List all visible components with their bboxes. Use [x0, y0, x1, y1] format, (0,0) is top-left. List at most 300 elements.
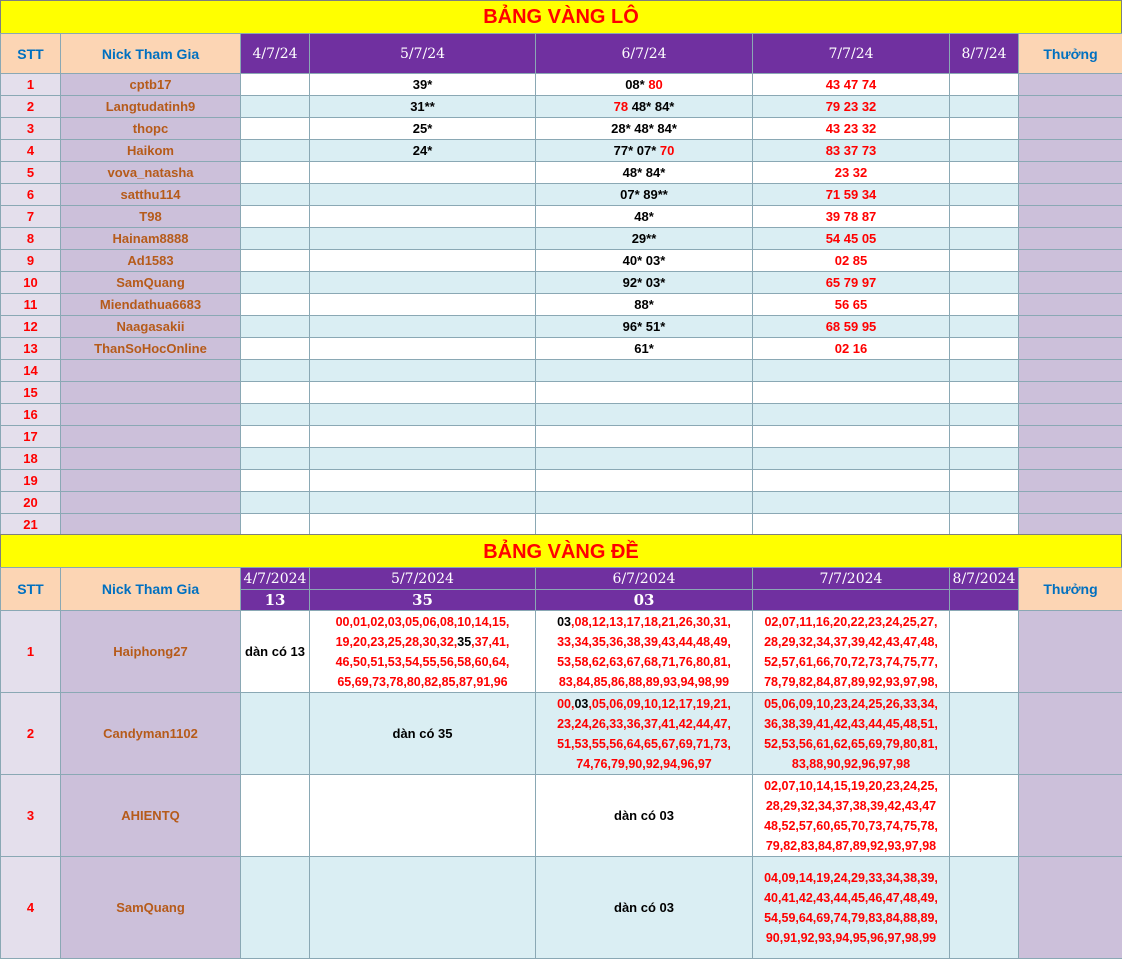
header-date-3: 6/7/2024	[536, 568, 753, 590]
cell-date-3	[536, 250, 753, 272]
number-line: 53,58,62,63,67,68,71,76,80,81,	[557, 654, 731, 669]
number-line: 54,59,64,69,74,79,83,84,88,89,	[764, 910, 938, 925]
number-line: 02,07,10,14,15,19,20,23,24,25,	[764, 778, 938, 793]
cell-date-4	[753, 857, 950, 959]
cell-date-2	[310, 492, 536, 514]
table-row	[1, 470, 1122, 492]
cell-date-3	[536, 184, 753, 206]
header-date-5: 8/7/2024	[950, 568, 1019, 590]
cell-date-1	[241, 492, 310, 514]
cell-date-1	[241, 272, 310, 294]
row-nick[interactable]: vova_natasha	[61, 162, 241, 184]
row-stt: 10	[1, 272, 61, 294]
number-line: 78,79,82,84,87,89,92,93,97,98,	[764, 674, 938, 689]
hit-numbers: 61*	[634, 341, 654, 356]
cell-date-1	[241, 184, 310, 206]
cell-date-1: dàn có 13	[241, 611, 310, 693]
cell-date-5	[950, 514, 1019, 536]
number-line: 65,69,73,78,80,82,85,87,91,96	[337, 674, 508, 689]
cell-date-5	[950, 272, 1019, 294]
row-nick[interactable]: Candyman1102	[61, 693, 241, 775]
table-row	[1, 74, 1122, 96]
cell-date-2	[310, 162, 536, 184]
row-stt: 18	[1, 448, 61, 470]
cell-date-4: 79 23 32	[753, 96, 950, 118]
table-row	[1, 693, 1122, 775]
cell-date-5	[950, 338, 1019, 360]
number-line: 74,76,79,90,92,94,96,97	[576, 756, 712, 771]
cell-date-1	[241, 74, 310, 96]
cell-date-1	[241, 470, 310, 492]
row-stt: 13	[1, 338, 61, 360]
number-segment: ,37,41,	[471, 634, 510, 649]
cell-thuong	[1019, 118, 1122, 140]
cell-date-2	[310, 514, 536, 536]
lo-board-table	[0, 33, 1122, 536]
cell-date-3	[536, 272, 753, 294]
lo-header-row	[1, 34, 1122, 74]
header-thuong: Thưởng	[1019, 568, 1122, 611]
cell-thuong	[1019, 857, 1122, 959]
cell-date-2	[310, 426, 536, 448]
cell-thuong	[1019, 338, 1122, 360]
row-nick[interactable]: Miendathua6683	[61, 294, 241, 316]
row-stt: 11	[1, 294, 61, 316]
cell-thuong	[1019, 294, 1122, 316]
row-stt: 17	[1, 426, 61, 448]
cell-date-4: 43 47 74	[753, 74, 950, 96]
cell-date-5	[950, 118, 1019, 140]
header-date-3: 6/7/24	[536, 34, 753, 74]
number-line: 36,38,39,41,42,43,44,45,48,51,	[764, 716, 938, 731]
row-nick[interactable]: Hainam8888	[61, 228, 241, 250]
cell-date-5	[950, 96, 1019, 118]
cell-date-2: 39*	[310, 74, 536, 96]
cell-date-2	[310, 404, 536, 426]
hit-numbers: 77* 07*	[613, 143, 660, 158]
cell-thuong	[1019, 514, 1122, 536]
table-row	[1, 140, 1122, 162]
row-nick[interactable]	[61, 470, 241, 492]
cell-thuong	[1019, 140, 1122, 162]
hit-numbers: 48* 84*	[631, 99, 675, 114]
cell-thuong	[1019, 250, 1122, 272]
de-board-title: BẢNG VÀNG ĐỀ	[0, 534, 1122, 568]
cell-date-4: 54 45 05	[753, 228, 950, 250]
cell-date-4	[753, 693, 950, 775]
hit-numbers: 28* 48* 84*	[611, 121, 677, 136]
cell-date-5	[950, 857, 1019, 959]
cell-date-4: 02 16	[753, 338, 950, 360]
cell-date-1	[241, 118, 310, 140]
row-nick[interactable]: ThanSoHocOnline	[61, 338, 241, 360]
cell-thuong	[1019, 360, 1122, 382]
cell-thuong	[1019, 382, 1122, 404]
table-row	[1, 611, 1122, 693]
cell-date-2	[310, 382, 536, 404]
cell-date-3	[536, 96, 753, 118]
cell-date-2	[310, 448, 536, 470]
cell-date-3	[536, 448, 753, 470]
row-stt: 19	[1, 470, 61, 492]
cell-date-5	[950, 250, 1019, 272]
cell-date-3	[536, 118, 753, 140]
row-nick[interactable]	[61, 404, 241, 426]
row-stt: 3	[1, 118, 61, 140]
cell-date-2	[310, 775, 536, 857]
cell-date-1	[241, 206, 310, 228]
cell-thuong	[1019, 184, 1122, 206]
cell-date-3	[536, 426, 753, 448]
miss-numbers: 80	[648, 77, 663, 92]
number-line: 52,53,56,61,62,65,69,79,80,81,	[764, 736, 938, 751]
header-nick: Nick Tham Gia	[61, 568, 241, 611]
cell-date-4: 83 37 73	[753, 140, 950, 162]
cell-date-3	[536, 404, 753, 426]
number-segment: 19,20,23,25,28,30,32,	[335, 634, 458, 649]
table-row	[1, 404, 1122, 426]
cell-date-4: 39 78 87	[753, 206, 950, 228]
cell-date-1	[241, 382, 310, 404]
number-line: 23,24,26,33,36,37,41,42,44,47,	[557, 716, 731, 731]
table-row	[1, 360, 1122, 382]
number-line: 83,84,85,86,88,89,93,94,98,99	[558, 674, 730, 689]
number-line	[536, 612, 752, 632]
cell-date-5	[950, 404, 1019, 426]
cell-date-4: 65 79 97	[753, 272, 950, 294]
row-nick[interactable]: SamQuang	[61, 857, 241, 959]
cell-date-5	[950, 228, 1019, 250]
cell-date-4: 23 32	[753, 162, 950, 184]
cell-date-5	[950, 611, 1019, 693]
hit-numbers: 92* 03*	[622, 275, 666, 290]
cell-date-3	[536, 693, 753, 775]
table-row	[1, 162, 1122, 184]
cell-date-5	[950, 206, 1019, 228]
cell-date-3	[536, 514, 753, 536]
cell-date-5	[950, 492, 1019, 514]
row-nick[interactable]: AHIENTQ	[61, 775, 241, 857]
row-stt: 9	[1, 250, 61, 272]
cell-thuong	[1019, 272, 1122, 294]
result-date-3: 03	[536, 590, 753, 611]
cell-date-2	[310, 857, 536, 959]
number-line: 83,88,90,92,96,97,98	[791, 756, 911, 771]
header-date-1: 4/7/24	[241, 34, 310, 74]
result-date-1: 13	[241, 590, 310, 611]
cell-date-3	[536, 470, 753, 492]
cell-thuong	[1019, 228, 1122, 250]
row-stt: 3	[1, 775, 61, 857]
row-nick[interactable]: Haiphong27	[61, 611, 241, 693]
cell-date-4	[753, 514, 950, 536]
cell-date-3: dàn có 03	[536, 775, 753, 857]
cell-date-1	[241, 338, 310, 360]
result-date-5	[950, 590, 1019, 611]
row-stt: 4	[1, 857, 61, 959]
row-nick[interactable]	[61, 426, 241, 448]
table-row	[1, 382, 1122, 404]
header-date-4: 7/7/24	[753, 34, 950, 74]
cell-date-5	[950, 294, 1019, 316]
table-row	[1, 316, 1122, 338]
row-stt: 2	[1, 96, 61, 118]
cell-date-2	[310, 470, 536, 492]
row-stt: 20	[1, 492, 61, 514]
cell-date-4: 43 23 32	[753, 118, 950, 140]
cell-date-3	[536, 228, 753, 250]
header-nick: Nick Tham Gia	[61, 34, 241, 74]
cell-date-3	[536, 294, 753, 316]
table-row	[1, 184, 1122, 206]
number-line: 48,52,57,60,65,70,73,74,75,78,	[764, 818, 938, 833]
number-line: 02,07,11,16,20,22,23,24,25,27,	[764, 614, 938, 629]
cell-date-5	[950, 162, 1019, 184]
cell-date-5	[950, 360, 1019, 382]
number-segment: 00,	[557, 696, 575, 711]
header-stt: STT	[1, 34, 61, 74]
cell-thuong	[1019, 74, 1122, 96]
number-line	[310, 632, 535, 652]
number-line: 46,50,51,53,54,55,56,58,60,64,	[335, 654, 510, 669]
cell-thuong	[1019, 404, 1122, 426]
header-date-4: 7/7/2024	[753, 568, 950, 590]
row-nick[interactable]	[61, 382, 241, 404]
cell-date-4: 02 85	[753, 250, 950, 272]
row-stt: 5	[1, 162, 61, 184]
result-date-2: 35	[310, 590, 536, 611]
row-stt: 2	[1, 693, 61, 775]
row-nick[interactable]	[61, 514, 241, 536]
cell-date-1	[241, 140, 310, 162]
hit-numbers: 48* 84*	[622, 165, 666, 180]
number-line: 28,29,32,34,37,38,39,42,43,47	[765, 798, 937, 813]
row-stt: 21	[1, 514, 61, 536]
hit-numbers: 08*	[625, 77, 649, 92]
header-date-2: 5/7/24	[310, 34, 536, 74]
row-nick[interactable]: satthu114	[61, 184, 241, 206]
table-row	[1, 857, 1122, 959]
cell-date-2: 24*	[310, 140, 536, 162]
cell-date-1	[241, 316, 310, 338]
row-stt: 15	[1, 382, 61, 404]
cell-date-1	[241, 360, 310, 382]
cell-date-1	[241, 775, 310, 857]
cell-date-4	[753, 448, 950, 470]
hit-number: 03	[557, 614, 572, 629]
table-row	[1, 272, 1122, 294]
header-stt: STT	[1, 568, 61, 611]
row-nick[interactable]: cptb17	[61, 74, 241, 96]
table-row	[1, 228, 1122, 250]
number-line: 33,34,35,36,38,39,43,44,48,49,	[557, 634, 731, 649]
cell-date-2	[310, 294, 536, 316]
header-thuong: Thưởng	[1019, 34, 1122, 74]
cell-date-3	[536, 382, 753, 404]
table-row	[1, 118, 1122, 140]
cell-date-2	[310, 338, 536, 360]
cell-date-2: 25*	[310, 118, 536, 140]
cell-date-4	[753, 360, 950, 382]
number-line: 05,06,09,10,23,24,25,26,33,34,	[764, 696, 938, 711]
number-line	[536, 694, 752, 714]
table-row	[1, 338, 1122, 360]
de-header-row	[1, 568, 1122, 590]
cell-thuong	[1019, 448, 1122, 470]
row-nick[interactable]: Naagasakii	[61, 316, 241, 338]
cell-date-1	[241, 404, 310, 426]
hit-numbers: 07* 89**	[620, 187, 668, 202]
cell-date-5	[950, 316, 1019, 338]
cell-thuong	[1019, 611, 1122, 693]
row-stt: 14	[1, 360, 61, 382]
hit-numbers: 29**	[631, 231, 657, 246]
cell-date-1	[241, 96, 310, 118]
row-stt: 8	[1, 228, 61, 250]
cell-date-4	[753, 470, 950, 492]
number-line: 52,57,61,66,70,72,73,74,75,77,	[764, 654, 938, 669]
cell-date-3	[536, 492, 753, 514]
de-board-table	[0, 567, 1122, 959]
cell-thuong	[1019, 775, 1122, 857]
number-line: 90,91,92,93,94,95,96,97,98,99	[765, 930, 937, 945]
cell-date-4	[753, 382, 950, 404]
cell-thuong	[1019, 316, 1122, 338]
lo-board-title: BẢNG VÀNG LÔ	[0, 0, 1122, 34]
cell-date-2	[310, 611, 536, 693]
cell-date-4: 56 65	[753, 294, 950, 316]
table-row	[1, 775, 1122, 857]
number-segment: ,05,06,09,10,12,17,19,21,	[588, 696, 731, 711]
row-nick[interactable]: thopc	[61, 118, 241, 140]
cell-date-5	[950, 693, 1019, 775]
cell-thuong	[1019, 693, 1122, 775]
cell-date-1	[241, 448, 310, 470]
cell-date-3	[536, 162, 753, 184]
cell-date-3	[536, 206, 753, 228]
cell-date-4: 68 59 95	[753, 316, 950, 338]
cell-date-5	[950, 382, 1019, 404]
header-date-1: 4/7/2024	[241, 568, 310, 590]
cell-date-5	[950, 74, 1019, 96]
cell-date-3: dàn có 03	[536, 857, 753, 959]
hit-numbers: 40* 03*	[622, 253, 666, 268]
cell-date-2	[310, 360, 536, 382]
hit-number: 35	[457, 634, 472, 649]
hit-number: 03	[574, 696, 589, 711]
cell-date-4	[753, 775, 950, 857]
table-row	[1, 206, 1122, 228]
row-nick[interactable]: T98	[61, 206, 241, 228]
cell-date-2	[310, 316, 536, 338]
cell-date-3	[536, 140, 753, 162]
cell-date-2	[310, 228, 536, 250]
cell-thuong	[1019, 206, 1122, 228]
cell-thuong	[1019, 426, 1122, 448]
cell-date-4	[753, 404, 950, 426]
table-row	[1, 96, 1122, 118]
number-line: 04,09,14,19,24,29,33,34,38,39,	[764, 870, 938, 885]
cell-thuong	[1019, 96, 1122, 118]
cell-thuong	[1019, 162, 1122, 184]
cell-date-3	[536, 316, 753, 338]
row-stt: 12	[1, 316, 61, 338]
header-date-2: 5/7/2024	[310, 568, 536, 590]
row-stt: 1	[1, 74, 61, 96]
header-date-5: 8/7/24	[950, 34, 1019, 74]
miss-numbers: 78	[613, 99, 632, 114]
table-row	[1, 426, 1122, 448]
cell-date-2: 31**	[310, 96, 536, 118]
cell-date-5	[950, 775, 1019, 857]
cell-date-2	[310, 206, 536, 228]
hit-numbers: 48*	[634, 209, 654, 224]
cell-date-3	[536, 611, 753, 693]
row-stt: 7	[1, 206, 61, 228]
cell-date-5	[950, 426, 1019, 448]
cell-date-4	[753, 611, 950, 693]
table-row	[1, 492, 1122, 514]
cell-date-3	[536, 360, 753, 382]
cell-date-5	[950, 140, 1019, 162]
row-nick[interactable]: Haikom	[61, 140, 241, 162]
cell-date-2	[310, 184, 536, 206]
result-date-4	[753, 590, 950, 611]
row-stt: 4	[1, 140, 61, 162]
row-stt: 16	[1, 404, 61, 426]
cell-date-1	[241, 426, 310, 448]
row-stt: 6	[1, 184, 61, 206]
number-line: 79,82,83,84,87,89,92,93,97,98	[765, 838, 937, 853]
cell-date-1	[241, 162, 310, 184]
row-nick[interactable]	[61, 492, 241, 514]
row-stt: 1	[1, 611, 61, 693]
cell-thuong	[1019, 470, 1122, 492]
cell-date-1	[241, 693, 310, 775]
cell-date-2	[310, 250, 536, 272]
cell-date-5	[950, 184, 1019, 206]
row-nick[interactable]: Ad1583	[61, 250, 241, 272]
cell-thuong	[1019, 492, 1122, 514]
row-nick[interactable]	[61, 448, 241, 470]
cell-date-1	[241, 228, 310, 250]
table-row	[1, 250, 1122, 272]
cell-date-4	[753, 492, 950, 514]
row-nick[interactable]: SamQuang	[61, 272, 241, 294]
cell-date-1	[241, 514, 310, 536]
number-line: 51,53,55,56,64,65,67,69,71,73,	[557, 736, 731, 751]
table-row	[1, 294, 1122, 316]
hit-numbers: 96* 51*	[622, 319, 666, 334]
number-segment: ,08,12,13,17,18,21,26,30,31,	[571, 614, 731, 629]
number-line: 28,29,32,34,37,39,42,43,47,48,	[764, 634, 938, 649]
cell-date-1	[241, 857, 310, 959]
cell-date-3	[536, 74, 753, 96]
cell-date-5	[950, 448, 1019, 470]
miss-numbers: 70	[659, 143, 675, 158]
number-line: 40,41,42,43,44,45,46,47,48,49,	[764, 890, 938, 905]
table-row	[1, 448, 1122, 470]
hit-numbers: 88*	[634, 297, 654, 312]
table-row	[1, 514, 1122, 536]
row-nick[interactable]	[61, 360, 241, 382]
cell-date-3	[536, 338, 753, 360]
cell-date-4: 71 59 34	[753, 184, 950, 206]
row-nick[interactable]: Langtudatinh9	[61, 96, 241, 118]
cell-date-1	[241, 294, 310, 316]
cell-date-1	[241, 250, 310, 272]
cell-date-5	[950, 470, 1019, 492]
